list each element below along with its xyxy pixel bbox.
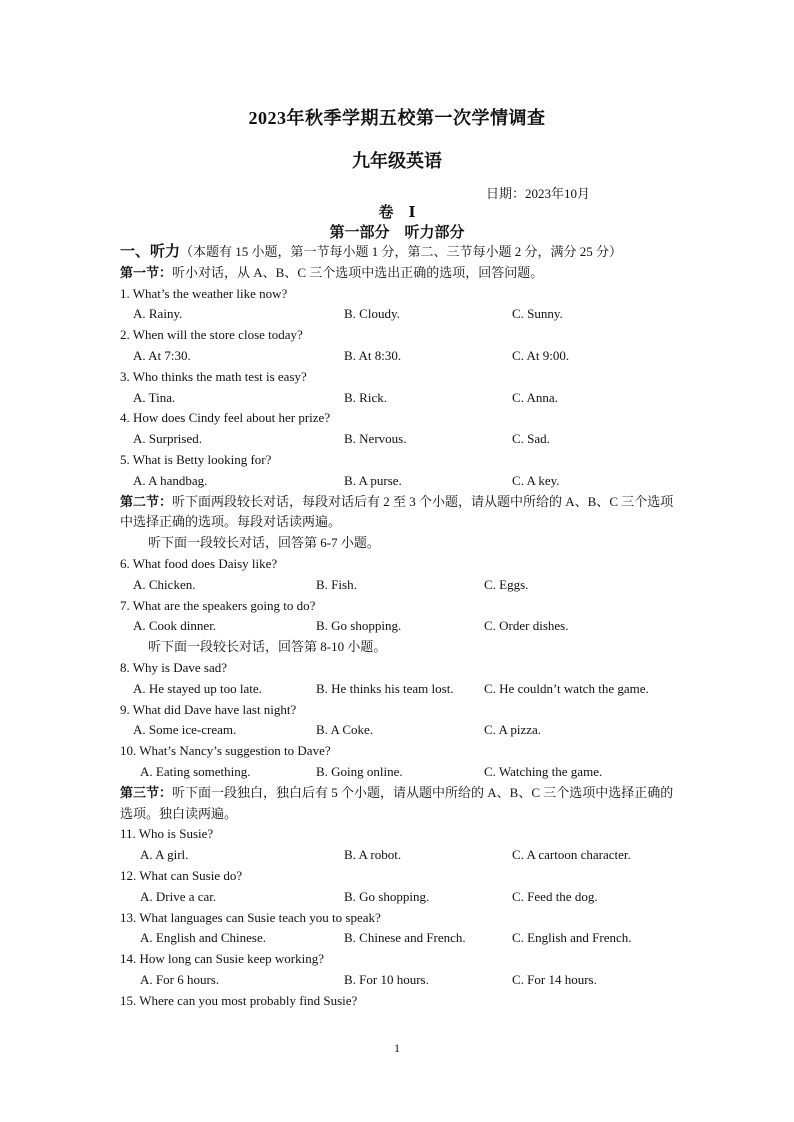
option-b: B. Cloudy. <box>344 306 400 322</box>
options-13 <box>120 928 680 949</box>
question-4: 4. How does Cindy feel about her prize? <box>120 410 331 426</box>
option-b: B. A Coke. <box>316 722 374 738</box>
volume-label: 卷 Ⅰ <box>378 205 416 221</box>
exam-subtitle: 九年级英语 <box>352 151 442 171</box>
question-15: 15. Where can you most probably find Susie? <box>120 992 358 1008</box>
part2-instruction <box>120 492 680 534</box>
question-9: 9. What did Dave have last night? <box>120 701 297 717</box>
option-a: A. Cook dinner. <box>133 618 217 634</box>
option-a: A. Chicken. <box>133 576 196 592</box>
option-b: B. At 8:30. <box>344 347 402 363</box>
option-a: A. English and Chinese. <box>140 930 267 946</box>
options-6 <box>120 575 680 596</box>
option-b: B. He thinks his team lost. <box>316 680 454 696</box>
options-10 <box>120 762 680 783</box>
part3-instruction <box>120 783 680 825</box>
options-2 <box>120 346 680 367</box>
section-label: 一、听力 <box>120 244 181 260</box>
option-a: A. Eating something. <box>140 763 251 779</box>
part1-label: 第一节： <box>120 264 173 280</box>
option-a: A. A girl. <box>140 847 189 863</box>
option-a: A. For 6 hours. <box>140 971 220 987</box>
option-a: A. Surprised. <box>133 431 202 447</box>
part1-instruction <box>120 263 680 284</box>
page-number: 1 <box>394 1041 400 1055</box>
options-3 <box>120 388 680 409</box>
question-8: 8. Why is Dave sad? <box>120 659 227 675</box>
question-1: 1. What’s the weather like now? <box>120 285 288 301</box>
option-c: C. A key. <box>512 472 560 488</box>
option-c: C. Watching the game. <box>484 763 603 779</box>
option-a: A. Some ice-cream. <box>133 722 237 738</box>
option-a: A. He stayed up too late. <box>133 680 262 696</box>
option-c: C. Order dishes. <box>484 618 569 634</box>
option-b: B. For 10 hours. <box>344 971 429 987</box>
question-12: 12. What can Susie do? <box>120 867 243 883</box>
option-b: B. Going online. <box>316 763 403 779</box>
option-c: C. Sunny. <box>512 306 563 322</box>
question-5: 5. What is Betty looking for? <box>120 451 272 467</box>
part2-label: 第二节： <box>120 493 173 509</box>
option-c: C. Sad. <box>512 431 550 447</box>
listening-section <box>120 242 680 1011</box>
option-c: C. For 14 hours. <box>512 971 597 987</box>
question-10: 10. What’s Nancy’s suggestion to Dave? <box>120 743 331 759</box>
option-a: A. Tina. <box>133 389 176 405</box>
part1-text: 听小对话，从 A、B、C 三个选项中选出正确的选项，回答问题。 <box>172 264 544 280</box>
dialog1-instruction: 听下面一段较长对话，回答第 6-7 小题。 <box>148 535 380 551</box>
part3-label: 第三节： <box>120 784 173 800</box>
option-b: B. Go shopping. <box>316 618 402 634</box>
options-7 <box>120 616 680 637</box>
option-c: C. He couldn’t watch the game. <box>484 680 649 696</box>
part2-text: 听下面两段较长对话，每段对话后有 2 至 3 个小题，请从题中所给的 A、B、C 三个选项中选择正确的选项。每段对话读两遍。 <box>120 493 674 530</box>
option-c: C. A pizza. <box>484 722 542 738</box>
option-a: A. Drive a car. <box>140 888 217 904</box>
question-13: 13. What languages can Susie teach you to speak? <box>120 909 381 925</box>
option-c: C. Feed the dog. <box>512 888 598 904</box>
question-2: 2. When will the store close today? <box>120 327 303 343</box>
options-8 <box>120 679 680 700</box>
option-c: C. Eggs. <box>484 576 529 592</box>
part-heading: 第一部分 听力部分 <box>329 225 465 241</box>
exam-title: 2023年秋季学期五校第一次学情调查 <box>248 108 546 128</box>
option-c: C. A cartoon character. <box>512 847 631 863</box>
part3-text: 听下面一段独白，独白后有 5 个小题，请从题中所给的 A、B、C 三个选项中选择正确的选项。独白读两遍。 <box>120 784 674 821</box>
question-6: 6. What food does Daisy like? <box>120 555 278 571</box>
option-b: B. A robot. <box>344 847 402 863</box>
question-3: 3. Who thinks the math test is easy? <box>120 368 307 384</box>
option-b: B. Fish. <box>316 576 357 592</box>
option-a: A. A handbag. <box>133 472 208 488</box>
options-11 <box>120 845 680 866</box>
question-14: 14. How long can Susie keep working? <box>120 951 324 967</box>
options-1 <box>120 304 680 325</box>
options-14 <box>120 970 680 991</box>
question-7: 7. What are the speakers going to do? <box>120 597 316 613</box>
option-b: B. Rick. <box>344 389 387 405</box>
option-c: C. At 9:00. <box>512 347 570 363</box>
option-a: A. At 7:30. <box>133 347 191 363</box>
options-12 <box>120 887 680 908</box>
options-9 <box>120 720 680 741</box>
option-c: C. Anna. <box>512 389 558 405</box>
option-b: B. Chinese and French. <box>344 930 466 946</box>
option-b: B. Go shopping. <box>344 888 430 904</box>
question-11: 11. Who is Susie? <box>120 826 214 842</box>
section-heading <box>120 242 680 263</box>
options-5 <box>120 471 680 492</box>
option-b: B. A purse. <box>344 472 402 488</box>
exam-date: 日期：2023年10月 <box>486 186 591 201</box>
option-a: A. Rainy. <box>133 306 183 322</box>
section-note: （本题有 15 小题，第一节每小题 1 分，第二、三节每小题 2 分，满分 25 分） <box>180 244 623 259</box>
option-c: C. English and French. <box>512 930 632 946</box>
dialog2-instruction: 听下面一段较长对话，回答第 8-10 小题。 <box>148 639 387 655</box>
option-b: B. Nervous. <box>344 431 407 447</box>
options-4 <box>120 429 680 450</box>
